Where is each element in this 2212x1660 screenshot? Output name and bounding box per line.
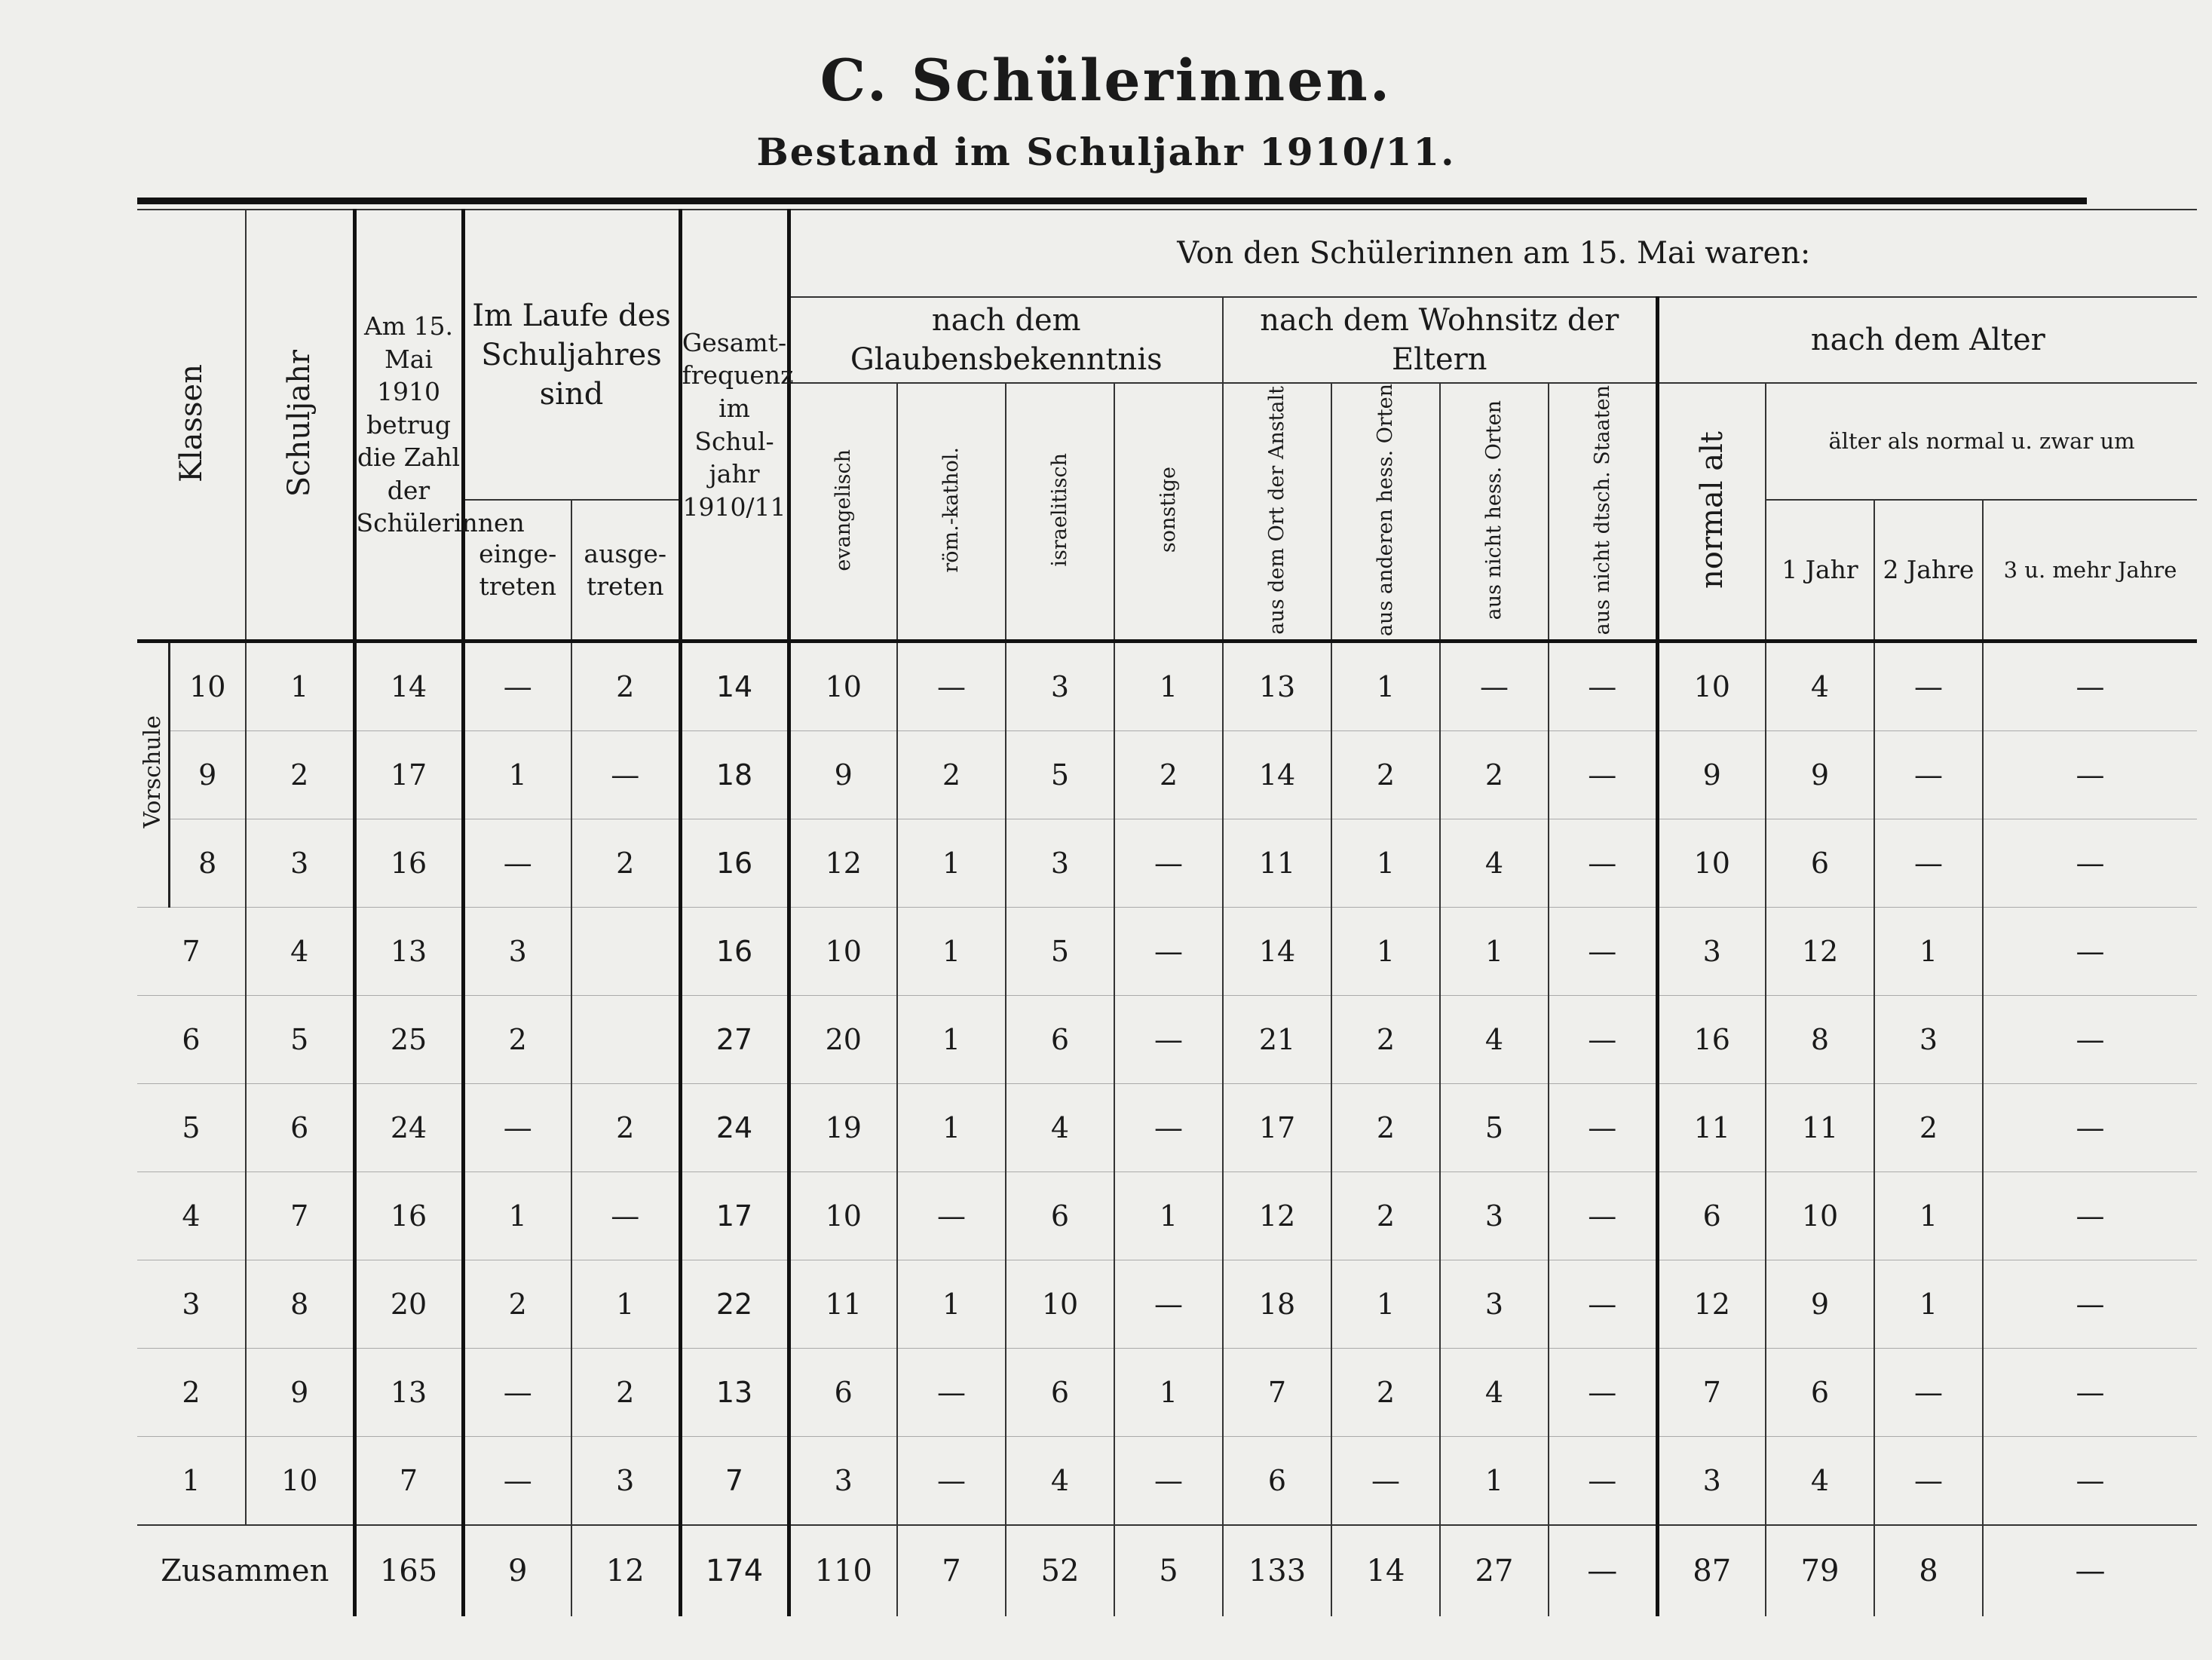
cell-and: 2	[1331, 1349, 1440, 1437]
cell-ges: 14	[680, 642, 789, 731]
cell-nd: —	[1549, 819, 1657, 908]
cell-nh: 4	[1440, 996, 1549, 1084]
cell-schuljahr: 9	[246, 1349, 354, 1437]
table-row	[137, 1349, 2197, 1437]
cell-ev: 12	[789, 819, 897, 908]
cell-klasse: 8	[169, 819, 246, 908]
cell-ev: 11	[789, 1260, 897, 1349]
cell-na: 9	[1657, 731, 1766, 819]
cell-nh: 2	[1440, 731, 1549, 819]
cell-nd: —	[1549, 1172, 1657, 1260]
cell-am: 25	[354, 996, 463, 1084]
cell-a2: 1	[1874, 1260, 1983, 1349]
cell-ges: 27	[680, 996, 789, 1084]
cell-ein: 2	[463, 996, 571, 1084]
cell-na: 12	[1657, 1260, 1766, 1349]
cell-klasse: 4	[137, 1172, 246, 1260]
cell-rk: —	[897, 1172, 1006, 1260]
table-body	[137, 642, 2197, 1617]
cell-a3: —	[1983, 1172, 2197, 1260]
cell-nd: —	[1549, 996, 1657, 1084]
header-gesamtfrequenz: Gesamt- frequenz im Schul- jahr 1910/11	[680, 210, 789, 642]
cell-is: 4	[1006, 1084, 1114, 1172]
cell-and: 1	[1331, 819, 1440, 908]
header-wohnsitz: nach dem Wohnsitz der Eltern	[1223, 297, 1657, 383]
cell-am: 17	[354, 731, 463, 819]
cell-a2: 1	[1874, 908, 1983, 996]
cell-a3: —	[1983, 1084, 2197, 1172]
cell-ein: —	[463, 642, 571, 731]
cell-schuljahr: 10	[246, 1437, 354, 1526]
cell-and: 1	[1331, 908, 1440, 996]
cell-ort: 21	[1223, 996, 1331, 1084]
header-alter: nach dem Alter	[1657, 297, 2197, 383]
cell-schuljahr: 8	[246, 1260, 354, 1349]
page-title: C. Schülerinnen.	[820, 47, 1392, 114]
cell-a1: 9	[1766, 731, 1874, 819]
cell-so: 1	[1114, 1349, 1223, 1437]
header-aelter-als-normal: älter als normal u. zwar um	[1766, 383, 2197, 500]
cell-ein: 1	[463, 1172, 571, 1260]
cell-schuljahr: 5	[246, 996, 354, 1084]
cell-rk: —	[897, 1437, 1006, 1526]
cell-and: 2	[1331, 731, 1440, 819]
cell-ein: 2	[463, 1260, 571, 1349]
vorschule-label-cell	[137, 642, 169, 908]
cell-a1: 6	[1766, 1349, 1874, 1437]
total-cell-ein: 9	[463, 1525, 571, 1616]
cell-am: 13	[354, 1349, 463, 1437]
cell-schuljahr: 7	[246, 1172, 354, 1260]
cell-schuljahr: 4	[246, 908, 354, 996]
cell-aus: 1	[571, 1260, 680, 1349]
cell-a2: —	[1874, 819, 1983, 908]
cell-rk: 1	[897, 908, 1006, 996]
cell-ort: 13	[1223, 642, 1331, 731]
cell-is: 3	[1006, 819, 1114, 908]
cell-nd: —	[1549, 1260, 1657, 1349]
cell-rk: 1	[897, 1084, 1006, 1172]
cell-rk: 1	[897, 819, 1006, 908]
cell-rk: 2	[897, 731, 1006, 819]
statistics-table	[137, 209, 2197, 1616]
header-nicht-dtsch-staaten: aus nicht dtsch. Staaten	[1549, 383, 1657, 642]
cell-ev: 20	[789, 996, 897, 1084]
cell-a2: —	[1874, 731, 1983, 819]
cell-nh: 4	[1440, 1349, 1549, 1437]
table-row	[137, 731, 2197, 819]
cell-nd: —	[1549, 1349, 1657, 1437]
cell-nh: 1	[1440, 1437, 1549, 1526]
cell-so: —	[1114, 996, 1223, 1084]
cell-a2: 3	[1874, 996, 1983, 1084]
table-header	[137, 210, 2197, 642]
header-roem-kathol: röm.-kathol.	[897, 383, 1006, 642]
cell-so: —	[1114, 1260, 1223, 1349]
table-row	[137, 642, 2197, 731]
cell-ev: 10	[789, 908, 897, 996]
cell-am: 24	[354, 1084, 463, 1172]
cell-so: 2	[1114, 731, 1223, 819]
cell-a1: 4	[1766, 642, 1874, 731]
cell-schuljahr: 1	[246, 642, 354, 731]
cell-am: 7	[354, 1437, 463, 1526]
cell-klasse: 9	[169, 731, 246, 819]
header-andere-hess-orte: aus anderen hess. Orten	[1331, 383, 1440, 642]
cell-a3: —	[1983, 1260, 2197, 1349]
total-cell-nd: —	[1549, 1525, 1657, 1616]
cell-nd: —	[1549, 1437, 1657, 1526]
cell-ort: 11	[1223, 819, 1331, 908]
cell-aus: —	[571, 731, 680, 819]
cell-and: 2	[1331, 1172, 1440, 1260]
cell-ges: 17	[680, 1172, 789, 1260]
cell-na: 11	[1657, 1084, 1766, 1172]
cell-is: 6	[1006, 1172, 1114, 1260]
cell-ein: 1	[463, 731, 571, 819]
total-cell-am: 165	[354, 1525, 463, 1616]
cell-klasse: 1	[137, 1437, 246, 1526]
header-am-15-mai: Am 15. Mai 1910 betrug die Zahl der Schülerinnen	[354, 210, 463, 642]
cell-am: 20	[354, 1260, 463, 1349]
cell-so: —	[1114, 908, 1223, 996]
total-cell-ort: 133	[1223, 1525, 1331, 1616]
cell-a2: 2	[1874, 1084, 1983, 1172]
cell-aus: 2	[571, 819, 680, 908]
cell-ein: —	[463, 1437, 571, 1526]
cell-ges: 16	[680, 908, 789, 996]
cell-ev: 9	[789, 731, 897, 819]
cell-nd: —	[1549, 1084, 1657, 1172]
cell-a1: 9	[1766, 1260, 1874, 1349]
cell-ort: 12	[1223, 1172, 1331, 1260]
cell-am: 16	[354, 1172, 463, 1260]
cell-a3: —	[1983, 819, 2197, 908]
cell-ges: 7	[680, 1437, 789, 1526]
cell-na: 3	[1657, 908, 1766, 996]
cell-na: 10	[1657, 642, 1766, 731]
header-sonstige: sonstige	[1114, 383, 1223, 642]
header-von-den-schuelerinnen: Von den Schülerinnen am 15. Mai waren:	[789, 210, 2197, 297]
cell-schuljahr: 2	[246, 731, 354, 819]
cell-a2: 1	[1874, 1172, 1983, 1260]
cell-ort: 14	[1223, 908, 1331, 996]
cell-am: 16	[354, 819, 463, 908]
table-row	[137, 1172, 2197, 1260]
cell-a3: —	[1983, 1437, 2197, 1526]
page-subtitle: Bestand im Schuljahr 1910/11.	[756, 130, 1456, 174]
cell-aus: 3	[571, 1437, 680, 1526]
total-cell-ev: 110	[789, 1525, 897, 1616]
cell-ort: 14	[1223, 731, 1331, 819]
cell-and: —	[1331, 1437, 1440, 1526]
cell-klasse: 7	[137, 908, 246, 996]
table-row	[137, 908, 2197, 996]
cell-so: 1	[1114, 1172, 1223, 1260]
cell-so: —	[1114, 1437, 1223, 1526]
cell-a3: —	[1983, 996, 2197, 1084]
cell-ges: 18	[680, 731, 789, 819]
cell-a1: 6	[1766, 819, 1874, 908]
cell-is: 10	[1006, 1260, 1114, 1349]
cell-nh: 5	[1440, 1084, 1549, 1172]
total-cell-na: 87	[1657, 1525, 1766, 1616]
cell-aus	[571, 996, 680, 1084]
table-row	[137, 1437, 2197, 1526]
header-israelitisch: israelitisch	[1006, 383, 1114, 642]
cell-is: 6	[1006, 996, 1114, 1084]
cell-a3: —	[1983, 1349, 2197, 1437]
cell-nd: —	[1549, 908, 1657, 996]
cell-nd: —	[1549, 731, 1657, 819]
cell-ein: —	[463, 1084, 571, 1172]
cell-aus: 2	[571, 1084, 680, 1172]
cell-and: 1	[1331, 1260, 1440, 1349]
cell-ort: 7	[1223, 1349, 1331, 1437]
cell-ges: 24	[680, 1084, 789, 1172]
cell-nh: 1	[1440, 908, 1549, 996]
cell-is: 3	[1006, 642, 1114, 731]
header-2-jahre: 2 Jahre	[1874, 500, 1983, 641]
header-klassen: Klassen	[137, 210, 246, 642]
cell-na: 3	[1657, 1437, 1766, 1526]
header-ort-anstalt: aus dem Ort der Anstalt	[1223, 383, 1331, 642]
cell-a3: —	[1983, 731, 2197, 819]
cell-nh: 4	[1440, 819, 1549, 908]
total-row	[137, 1525, 2197, 1616]
table-row	[137, 819, 2197, 908]
cell-ein: —	[463, 819, 571, 908]
cell-a1: 10	[1766, 1172, 1874, 1260]
header-glaubensbekenntnis: nach dem Glaubensbekenntnis	[789, 297, 1223, 383]
cell-ein: —	[463, 1349, 571, 1437]
cell-a1: 12	[1766, 908, 1874, 996]
total-cell-ges: 174	[680, 1525, 789, 1616]
cell-ort: 17	[1223, 1084, 1331, 1172]
cell-a3: —	[1983, 908, 2197, 996]
cell-ort: 6	[1223, 1437, 1331, 1526]
cell-aus: 2	[571, 642, 680, 731]
cell-schuljahr: 6	[246, 1084, 354, 1172]
header-im-laufe: Im Laufe des Schuljahres sind	[463, 210, 680, 500]
cell-nd: —	[1549, 642, 1657, 731]
total-label: Zusammen	[137, 1525, 354, 1616]
cell-nh: 3	[1440, 1260, 1549, 1349]
total-cell-and: 14	[1331, 1525, 1440, 1616]
cell-na: 10	[1657, 819, 1766, 908]
cell-klasse: 10	[169, 642, 246, 731]
cell-is: 5	[1006, 731, 1114, 819]
cell-aus: 2	[571, 1349, 680, 1437]
cell-na: 7	[1657, 1349, 1766, 1437]
header-evangelisch: evangelisch	[789, 383, 897, 642]
vorschule-label: Vorschule	[139, 715, 166, 828]
cell-klasse: 5	[137, 1084, 246, 1172]
cell-rk: 1	[897, 996, 1006, 1084]
total-cell-aus: 12	[571, 1525, 680, 1616]
cell-am: 13	[354, 908, 463, 996]
cell-aus	[571, 908, 680, 996]
cell-rk: —	[897, 1349, 1006, 1437]
total-cell-a2: 8	[1874, 1525, 1983, 1616]
cell-schuljahr: 3	[246, 819, 354, 908]
top-rule	[137, 198, 2087, 204]
cell-a2: —	[1874, 642, 1983, 731]
table-row	[137, 1260, 2197, 1349]
cell-a3: —	[1983, 642, 2197, 731]
cell-nh: 3	[1440, 1172, 1549, 1260]
cell-a1: 4	[1766, 1437, 1874, 1526]
total-cell-so: 5	[1114, 1525, 1223, 1616]
cell-and: 2	[1331, 996, 1440, 1084]
cell-ev: 10	[789, 1172, 897, 1260]
header-nicht-hess-orte: aus nicht hess. Orten	[1440, 383, 1549, 642]
cell-ges: 16	[680, 819, 789, 908]
cell-ev: 19	[789, 1084, 897, 1172]
total-cell-is: 52	[1006, 1525, 1114, 1616]
header-eingetreten: einge- treten	[463, 500, 571, 641]
cell-is: 6	[1006, 1349, 1114, 1437]
cell-am: 14	[354, 642, 463, 731]
cell-aus: —	[571, 1172, 680, 1260]
cell-so: —	[1114, 1084, 1223, 1172]
cell-is: 5	[1006, 908, 1114, 996]
total-cell-rk: 7	[897, 1525, 1006, 1616]
cell-klasse: 2	[137, 1349, 246, 1437]
table-row	[137, 1084, 2197, 1172]
header-normal-alt: normal alt	[1657, 383, 1766, 642]
cell-so: 1	[1114, 642, 1223, 731]
cell-a1: 8	[1766, 996, 1874, 1084]
cell-rk: —	[897, 642, 1006, 731]
header-schuljahr: Schuljahr	[246, 210, 354, 642]
header-1-jahr: 1 Jahr	[1766, 500, 1874, 641]
cell-ges: 22	[680, 1260, 789, 1349]
cell-ort: 18	[1223, 1260, 1331, 1349]
total-cell-a1: 79	[1766, 1525, 1874, 1616]
cell-so: —	[1114, 819, 1223, 908]
cell-ev: 10	[789, 642, 897, 731]
cell-ges: 13	[680, 1349, 789, 1437]
cell-ev: 6	[789, 1349, 897, 1437]
cell-nh: —	[1440, 642, 1549, 731]
cell-is: 4	[1006, 1437, 1114, 1526]
cell-klasse: 6	[137, 996, 246, 1084]
cell-a2: —	[1874, 1349, 1983, 1437]
header-ausgetreten: ausge- treten	[571, 500, 680, 641]
cell-ein: 3	[463, 908, 571, 996]
cell-rk: 1	[897, 1260, 1006, 1349]
cell-na: 16	[1657, 996, 1766, 1084]
cell-na: 6	[1657, 1172, 1766, 1260]
table-row	[137, 996, 2197, 1084]
total-cell-a3: —	[1983, 1525, 2197, 1616]
cell-and: 2	[1331, 1084, 1440, 1172]
cell-ev: 3	[789, 1437, 897, 1526]
header-3-mehr-jahre: 3 u. mehr Jahre	[1983, 500, 2197, 641]
total-cell-nh: 27	[1440, 1525, 1549, 1616]
cell-and: 1	[1331, 642, 1440, 731]
cell-a1: 11	[1766, 1084, 1874, 1172]
cell-klasse: 3	[137, 1260, 246, 1349]
cell-a2: —	[1874, 1437, 1983, 1526]
